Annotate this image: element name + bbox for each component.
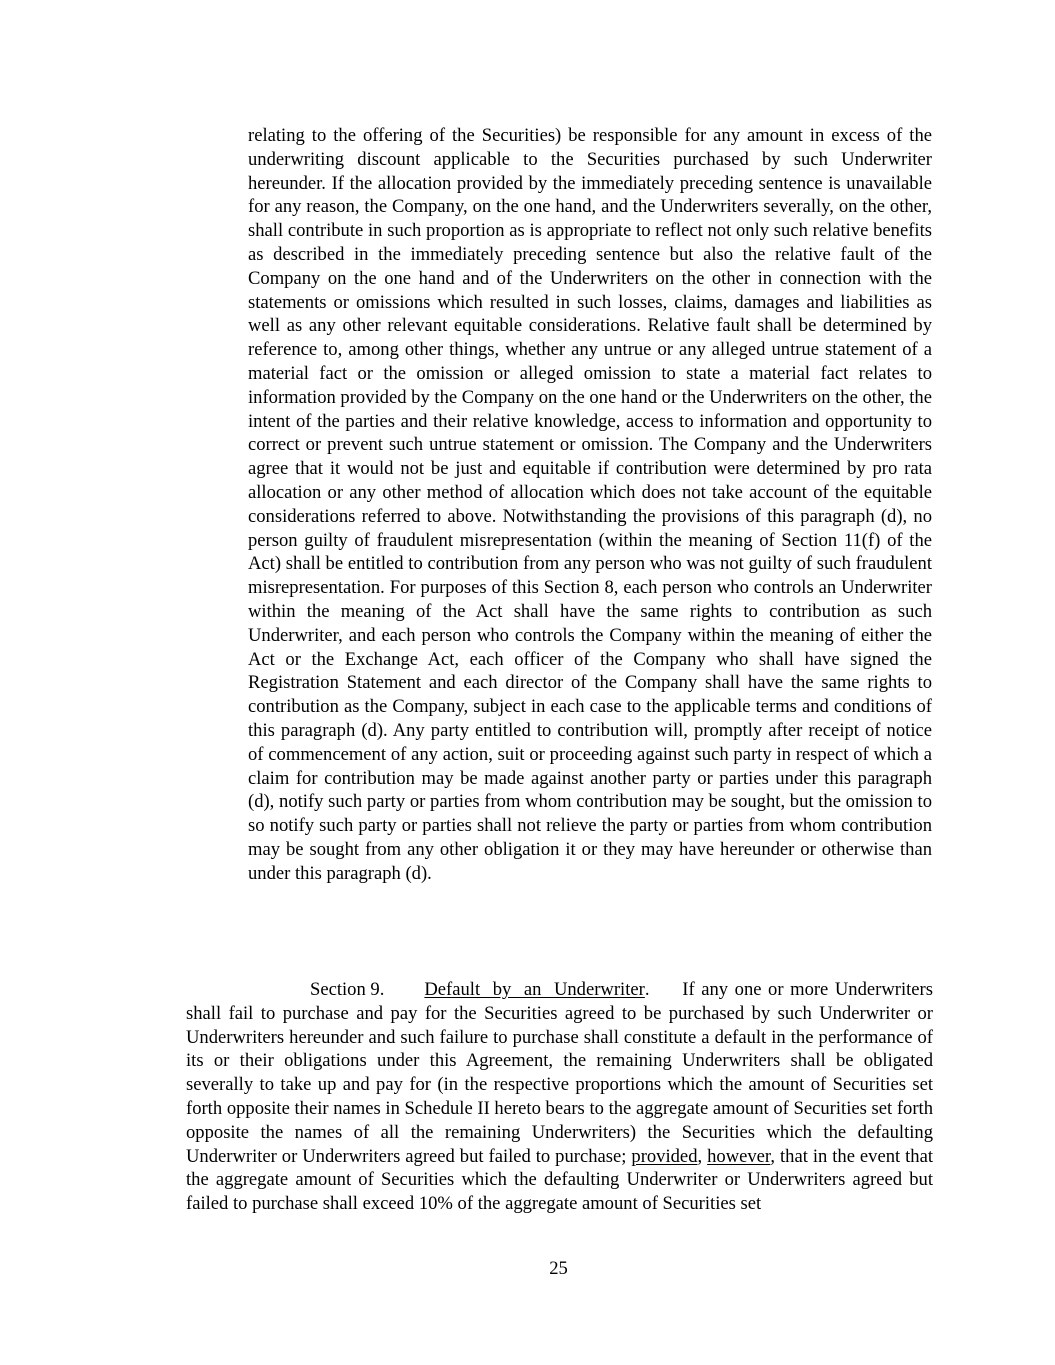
section-number: Section 9.: [310, 979, 385, 1000]
section-9-paragraph: [186, 978, 933, 1216]
page-number: 25: [549, 1258, 568, 1279]
section-text-part1: If any one or more Underwriters shall fail to purchase and pay for the Securities agreed to be purchased by such Underwriter or Underwriters hereunder and such failure to purchase shall constitute a default in the performance of its or their obligations under this Agreement, the remaining Underwriters shall be obligated severally to take up and pay for (in the respective proportions which the amount of Securities set forth opposite their names in Schedule II hereto bears to the aggregate amount of Securities set forth opposite the names of all the remaining Underwriters) the Securities which the defaulting Underwriter or Underwriters agreed but failed to purchase;: [186, 979, 933, 1167]
comma-1: ,: [697, 1145, 703, 1167]
contribution-paragraph: relating to the offering of the Securities) be responsible for any amount in excess of the underwriting discount applicable to the Securities purchased by such Underwriter hereunder. If the allocation provided by the immediately preceding sentence is unavailable for any reason, the Company, on the one hand, and the Underwriters severally, on the other, shall contribute in such proportion as is appropriate to reflect not only such relative benefits as described in the immediately preceding sentence but also the relative fault of the Company on the one hand and of the Underwriters on the other in connection with the statements or omissions which resulted in such losses, claims, damages and liabilities as well as any other relevant equitable considerations. Relative fault shall be determined by reference to, among other things, whether any untrue or any alleged untrue statement of a material fact or the omission or alleged omission to state a material fact relates to information provided by the Company on the one hand or the Underwriters on the other, the intent of the parties and their relative knowledge, access to information and opportunity to correct or prevent such untrue statement or omission. The Company and the Underwriters agree that it would not be just and equitable if contribution were determined by pro rata allocation or any other method of allocation which does not take account of the equitable considerations referred to above. Notwithstanding the provisions of this paragraph (d), no person guilty of fraudulent misrepresentation (within the meaning of Section 11(f) of the Act) shall be entitled to contribution from any person who was not guilty of such fraudulent misrepresentation. For purposes of this Section 8, each person who controls an Underwriter within the meaning of the Act shall have the same rights to contribution as such Underwriter, and each person who controls the Company within the meaning of either the Act or the Exchange Act, each officer of the Company who shall have signed the Registration Statement and each director of the Company shall have the same rights to contribution as the Company, subject in each case to the applicable terms and conditions of this paragraph (d). Any party entitled to contribution will, promptly after receipt of notice of commencement of any action, suit or proceeding against such party in respect of which a claim for contribution may be made against another party or parties under this paragraph (d), notify such party or parties from whom contribution may be sought, but the omission to so notify such party or parties shall not relieve the party or parties from whom contribution may be sought from any other obligation it or they may have hereunder or otherwise than under this paragraph (d).: [248, 125, 932, 884]
provided-term: provided: [631, 1145, 698, 1167]
however-term: however: [707, 1145, 771, 1167]
section-heading-period: .: [644, 979, 650, 1000]
section-heading: Default by an Underwriter: [424, 979, 645, 1000]
section-text-part2: , that in the event that the aggregate amount of Securities which the defaulting Underwriter or Underwriters agreed but failed to purchase shall exceed 10% of the aggregate amount of Securities set: [186, 1145, 933, 1215]
